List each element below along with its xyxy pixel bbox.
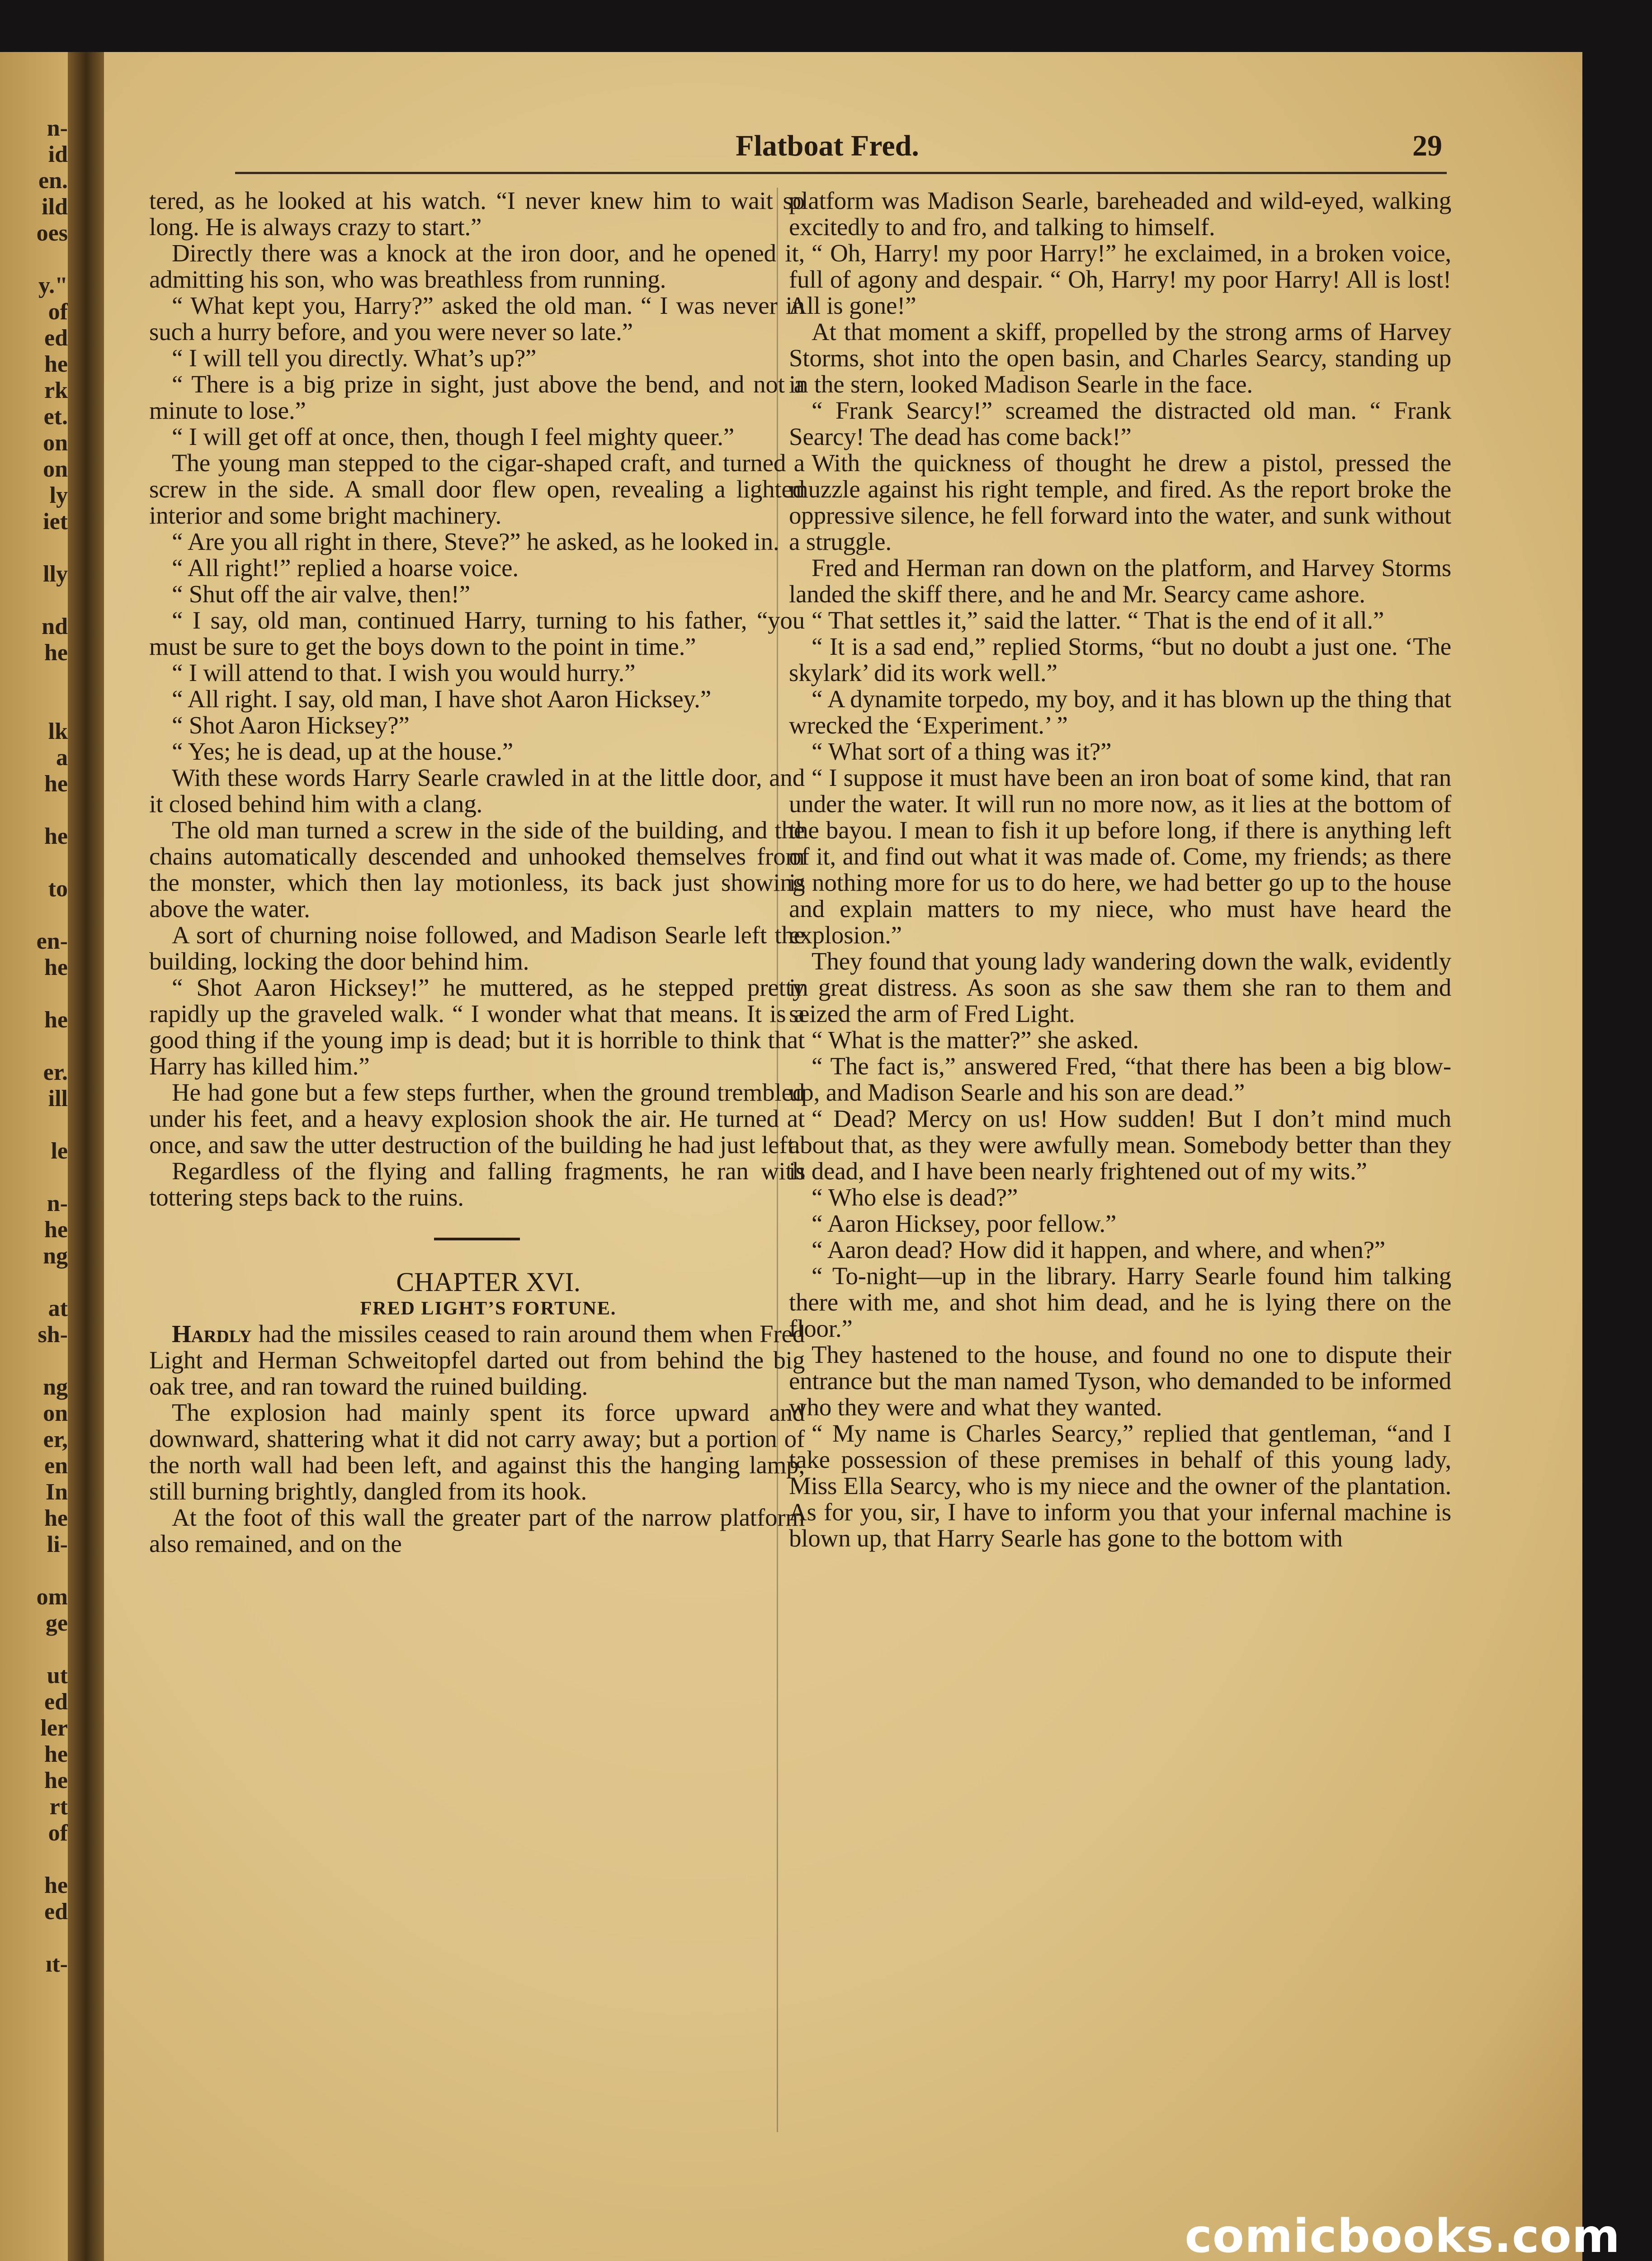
paragraph: “ Who else is dead?” — [812, 1183, 1018, 1211]
margin-fragment — [0, 1269, 68, 1296]
chapter-paragraphs — [149, 1400, 805, 1557]
margin-fragment: he — [44, 1741, 68, 1767]
margin-fragment: ge — [45, 1610, 68, 1636]
paragraph: “ What sort of a thing was it?” — [812, 738, 1112, 765]
margin-fragment: lk — [48, 719, 68, 744]
paragraph: “ That settles it,” said the latter. “ That is the end of it all.” — [812, 606, 1384, 634]
chapter-divider — [434, 1238, 520, 1240]
margin-fragment: he — [44, 1873, 68, 1898]
right-column — [789, 188, 1451, 1551]
paragraph: tered, as he looked at his watch. “I never knew him to wait so long. He is always crazy to start.” — [149, 187, 805, 241]
margin-fragment: n- — [47, 1191, 68, 1216]
margin-fragment — [0, 666, 68, 692]
column-divider — [777, 188, 778, 2132]
margin-fragment: er, — [43, 1427, 68, 1452]
margin-fragment: ng — [43, 1374, 68, 1400]
margin-fragment: In — [45, 1479, 68, 1505]
paragraph: “ I suppose it must have been an iron boat of some kind, that ran under the water. It will run no more now, as it lies at the bottom of the bayou. I mean to fish it up before long, if there is anything left of it, and find out what it was made of. Come, my friends; as there is nothing more for us to do here, we had better go up to the house and explain matters to my niece, who must have heard the explosion.” — [789, 764, 1451, 949]
margin-fragment — [0, 1348, 68, 1374]
paragraph: “ There is a big prize in sight, just above the bend, and not a minute to lose.” — [149, 370, 805, 424]
margin-fragment: n- — [47, 115, 68, 141]
running-title: Flatboat Fred. — [736, 129, 919, 162]
margin-fragment — [0, 587, 68, 614]
margin-fragment: en — [44, 1453, 68, 1479]
margin-fragment — [0, 902, 68, 928]
page-header — [104, 129, 1582, 170]
margin-fragment: en- — [36, 928, 68, 954]
chapter-lead-text: had the missiles ceased to rain around them when Fred Light and Herman Schweitopfel darted out from behind the big oak tree, and ran toward the ruined building. — [149, 1320, 805, 1400]
paragraph: “ My name is Charles Searcy,” replied that gentleman, “and I take possession of these premises in behalf of this young lady, Miss Ella Searcy, who is my niece and the owner of the plantation. As for you, sir, I have to inform you that your infernal machine is blown up, that Harry Searle has gone to the bottom with — [789, 1419, 1451, 1552]
margin-fragment: ler — [40, 1715, 68, 1741]
paragraph: At the foot of this wall the greater part of the narrow platform also remained, and on the — [149, 1504, 805, 1557]
paragraph: “ Aaron dead? How did it happen, and where, and when?” — [812, 1236, 1385, 1263]
paragraph: “ A dynamite torpedo, my boy, and it has blown up the thing that wrecked the ‘Experiment.’ ” — [789, 685, 1451, 739]
margin-fragment: he — [44, 771, 68, 797]
margin-fragment: he — [44, 823, 68, 849]
margin-fragment: he — [44, 1007, 68, 1033]
paragraph: The explosion had mainly spent its force upward and downward, shattering what it did not carry away; but a portion of the north wall had been left, and against this the hanging lamp, still burning brightly, dangled from its hook. — [149, 1399, 805, 1505]
margin-fragment: sh- — [38, 1322, 68, 1348]
margin-fragment: ıt- — [45, 1951, 68, 1977]
book-page — [104, 52, 1582, 2261]
margin-fragment — [0, 1925, 68, 1951]
margin-fragment: er. — [43, 1060, 68, 1085]
margin-fragment: on — [43, 456, 68, 482]
paragraph: They found that young lady wandering down the walk, evidently in great distress. As soon as she saw them she ran to them and seized the arm of Fred Light. — [789, 947, 1451, 1027]
margin-fragment: oes — [36, 220, 68, 246]
margin-fragment — [0, 1164, 68, 1191]
paragraph: “ All right. I say, old man, I have shot Aaron Hicksey.” — [172, 685, 711, 713]
margin-fragment: nd — [42, 614, 68, 639]
margin-fragment: at — [48, 1296, 68, 1321]
book-gutter — [68, 52, 109, 2261]
chapter-lead-word: Hardly — [172, 1320, 252, 1348]
paragraph: He had gone but a few steps further, when the ground trembled under his feet, and a heavy explosion shook the air. He turned at once, and saw the utter destruction of the building he had just left. — [149, 1078, 805, 1159]
margin-fragment — [0, 850, 68, 876]
margin-fragment: li- — [47, 1532, 68, 1557]
margin-fragment — [0, 1637, 68, 1663]
right-column-paragraphs — [789, 188, 1451, 1551]
margin-fragment: rt — [49, 1794, 68, 1820]
margin-fragment — [0, 1846, 68, 1873]
paragraph: “ All right!” replied a hoarse voice. — [172, 554, 519, 582]
margin-fragment: a — [56, 745, 68, 771]
paragraph: At that moment a skiff, propelled by the strong arms of Harvey Storms, shot into the open basin, and Charles Searcy, standing up in the stern, looked Madison Searle in the face. — [789, 318, 1451, 398]
margin-fragment: en. — [38, 168, 68, 194]
paragraph: “ Yes; he is dead, up at the house.” — [172, 738, 514, 765]
margin-fragment — [0, 692, 68, 719]
paragraph: “ Shut off the air valve, then!” — [172, 580, 470, 608]
margin-fragment: ly — [49, 482, 68, 508]
page-number: 29 — [1412, 129, 1442, 162]
margin-fragment: id — [48, 142, 68, 167]
margin-fragment: ed — [44, 1689, 68, 1715]
paragraph: With these words Harry Searle crawled in at the little door, and it closed behind him with a clang. — [149, 764, 805, 818]
paragraph: “ Shot Aaron Hicksey!” he muttered, as he stepped pretty rapidly up the graveled walk. “ I wonder what that means. It is a good thing if the young imp is dead; but it is horrible to think that Harry has killed him.” — [149, 974, 805, 1080]
left-column — [149, 188, 805, 1557]
margin-fragment — [0, 1112, 68, 1138]
margin-fragment: ill — [48, 1086, 68, 1112]
margin-fragment: ng — [43, 1243, 68, 1269]
chapter-opening-paragraph — [149, 1321, 805, 1400]
margin-fragment — [0, 981, 68, 1007]
facing-page-text-fragments — [0, 115, 68, 1977]
margin-fragment — [0, 246, 68, 273]
paragraph: “ Frank Searcy!” screamed the distracted old man. “ Frank Searcy! The dead has come back!” — [789, 397, 1451, 450]
margin-fragment: he — [44, 955, 68, 980]
margin-fragment: le — [51, 1138, 68, 1164]
paragraph: “ Aaron Hicksey, poor fellow.” — [812, 1210, 1117, 1237]
paragraph: The young man stepped to the cigar-shaped craft, and turned a screw in the side. A small door flew open, revealing a lighted interior and some bright machinery. — [149, 449, 805, 529]
margin-fragment: on — [43, 430, 68, 456]
margin-fragment: he — [44, 1768, 68, 1793]
paragraph: Regardless of the flying and falling fragments, he ran with tottering steps back to the ruins. — [149, 1157, 805, 1211]
paragraph: “ What kept you, Harry?” asked the old man. “ I was never in such a hurry before, and you were never so late.” — [149, 292, 805, 345]
margin-fragment: to — [48, 876, 68, 902]
margin-fragment: he — [44, 1505, 68, 1531]
paragraph: A sort of churning noise followed, and Madison Searle left the building, locking the door behind him. — [149, 921, 805, 975]
margin-fragment: he — [44, 1217, 68, 1243]
paragraph: “ It is a sad end,” replied Storms, “but no doubt a just one. ‘The skylark’ did its work well.” — [789, 633, 1451, 686]
paragraph: “ Shot Aaron Hicksey?” — [172, 711, 410, 739]
margin-fragment — [0, 535, 68, 561]
paragraph: “ I will attend to that. I wish you would hurry.” — [172, 659, 636, 686]
paragraph: “ Oh, Harry! my poor Harry!” he exclaimed, in a broken voice, full of agony and despair. “ Oh, Harry! my poor Harry! All is lost! All is gone!” — [789, 239, 1451, 319]
paragraph: With the quickness of thought he drew a pistol, pressed the muzzle against his right temple, and fired. As the report broke the oppressive silence, he fell forward into the water, and sunk without a struggle. — [789, 449, 1451, 555]
margin-fragment: et. — [43, 404, 68, 430]
margin-fragment — [0, 1033, 68, 1060]
margin-fragment: ed — [44, 325, 68, 351]
paragraph: “ To-night—up in the library. Harry Searle found him talking there with me, and shot him dead, and he is lying there on the floor.” — [789, 1262, 1451, 1342]
margin-fragment — [0, 797, 68, 823]
margin-fragment: of — [48, 1820, 68, 1846]
margin-fragment: he — [44, 640, 68, 666]
paragraph: platform was Madison Searle, bareheaded and wild-eyed, walking excitedly to and fro, and talking to himself. — [789, 187, 1451, 241]
paragraph: “ The fact is,” answered Fred, “that there has been a big blow-up, and Madison Searle and his son are dead.” — [789, 1052, 1451, 1106]
chapter-title: CHAPTER XVI. — [396, 1267, 581, 1297]
chapter-subtitle: FRED LIGHT’S FORTUNE. — [360, 1298, 617, 1319]
paragraph: Directly there was a knock at the iron door, and he opened it, admitting his son, who was breathless from running. — [149, 239, 805, 293]
paragraph: “ Dead? Mercy on us! How sudden! But I don’t mind much about that, as they were awfully mean. Somebody better than they is dead, and I have been nearly frightened out of my wits.” — [789, 1105, 1451, 1185]
margin-fragment: he — [44, 351, 68, 377]
margin-fragment — [0, 1558, 68, 1584]
margin-fragment: on — [43, 1400, 68, 1426]
margin-fragment: ed — [44, 1899, 68, 1925]
margin-fragment: y." — [38, 273, 68, 298]
left-column-paragraphs — [149, 188, 805, 1211]
paragraph: “ I say, old man, continued Harry, turning to his father, “you must be sure to get the boys down to the point in time.” — [149, 606, 805, 660]
paragraph: “ I will get off at once, then, though I feel mighty queer.” — [172, 423, 734, 450]
paragraph: “ What is the matter?” she asked. — [812, 1026, 1139, 1054]
paragraph: The old man turned a screw in the side of the building, and the chains automatically descended and unhooked themselves from the monster, which then lay motionless, its back just showing above the water. — [149, 816, 805, 922]
margin-fragment: of — [48, 299, 68, 325]
margin-fragment: om — [36, 1584, 68, 1610]
margin-fragment: ut — [47, 1663, 68, 1689]
paragraph: “ I will tell you directly. What’s up?” — [172, 344, 537, 372]
paragraph: Fred and Herman ran down on the platform, and Harvey Storms landed the skiff there, and he and Mr. Searcy came ashore. — [789, 554, 1451, 608]
margin-fragment: rk — [44, 378, 68, 403]
site-watermark: comicbooks.com — [1185, 2209, 1620, 2261]
margin-fragment: ild — [42, 194, 68, 220]
margin-fragment: iet — [43, 509, 68, 535]
paragraph: “ Are you all right in there, Steve?” he asked, as he looked in. — [172, 528, 779, 555]
header-rule — [235, 172, 1447, 174]
paragraph: They hastened to the house, and found no one to dispute their entrance but the man named Tyson, who demanded to be informed who they were and what they wanted. — [789, 1341, 1451, 1421]
margin-fragment: lly — [43, 561, 68, 587]
